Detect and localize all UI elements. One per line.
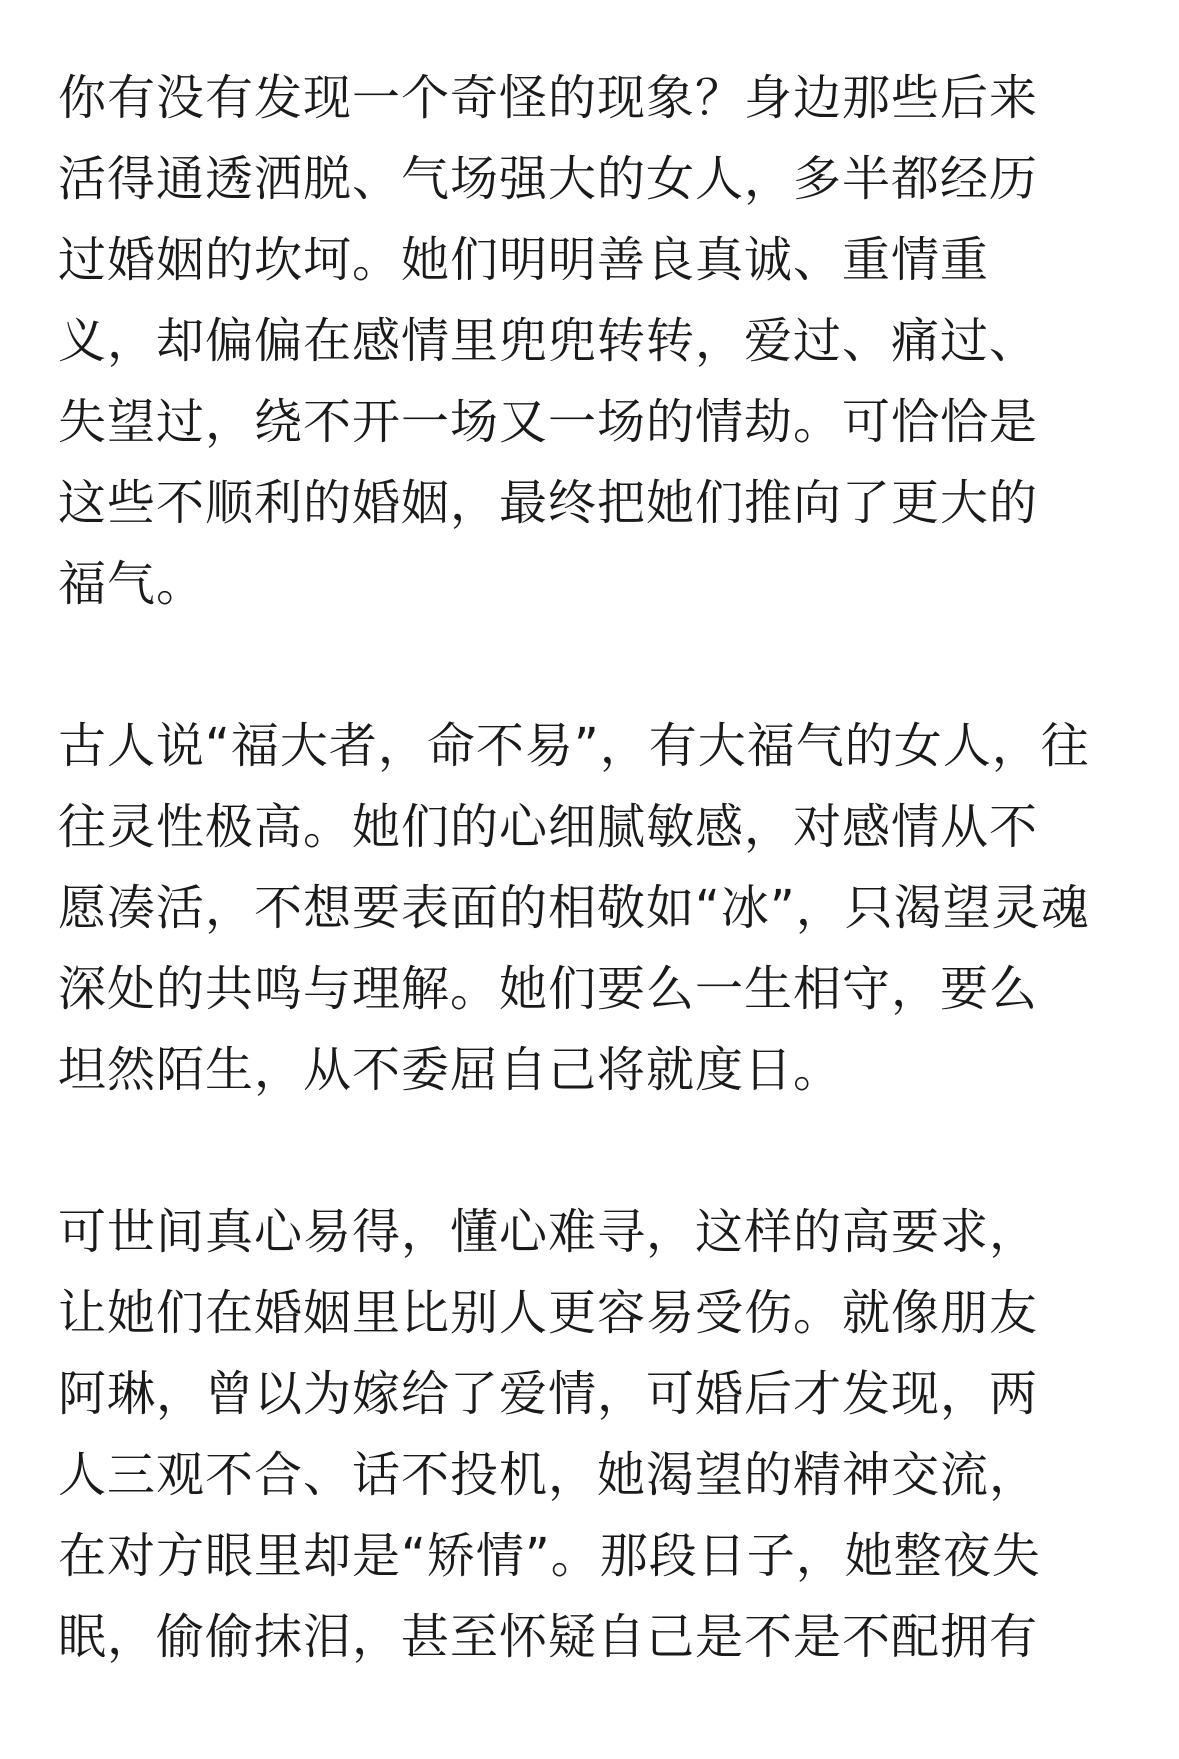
text-line: 愿凑活，不想要表面的相敬如“冰”，只渴望灵魂 [58,880,1090,936]
paragraph-2 [58,706,1123,1111]
text-line: 古人说“福大者，命不易”，有大福气的女人，往 [58,718,1090,774]
paragraph-3 [58,1192,1123,1678]
text-line: 福气。 [58,556,206,612]
text-line: 在对方眼里却是“矫情”。那段日子，她整夜失 [58,1528,1041,1584]
article-body [58,58,1123,1759]
text-line: 深处的共鸣与理解。她们要么一生相守，要么 [58,961,1039,1017]
text-line: 这些不顺利的婚姻，最终把她们推向了更大的 [58,475,1039,531]
text-line: 可世间真心易得，懂心难寻，这样的高要求， [58,1204,1039,1260]
text-line: 你有没有发现一个奇怪的现象？身边那些后来 [58,70,1039,126]
text-line: 眠，偷偷抹泪，甚至怀疑自己是不是不配拥有 [58,1609,1039,1665]
text-line: 义，却偏偏在感情里兜兜转转，爱过、痛过、 [58,313,1039,369]
text-line: 让她们在婚姻里比别人更容易受伤。就像朋友 [58,1285,1039,1341]
text-line: 坦然陌生，从不委屈自己将就度日。 [58,1042,843,1098]
text-line: 失望过，绕不开一场又一场的情劫。可恰恰是 [58,394,1039,450]
text-line: 阿琳，曾以为嫁给了爱情，可婚后才发现，两 [58,1366,1039,1422]
text-line: 过婚姻的坎坷。她们明明善良真诚、重情重 [58,232,990,288]
text-line: 人三观不合、话不投机，她渴望的精神交流， [58,1447,1039,1503]
text-line: 活得通透洒脱、气场强大的女人，多半都经历 [58,151,1039,207]
text-line: 往灵性极高。她们的心细腻敏感，对感情从不 [58,799,1039,855]
paragraph-1 [58,58,1123,625]
